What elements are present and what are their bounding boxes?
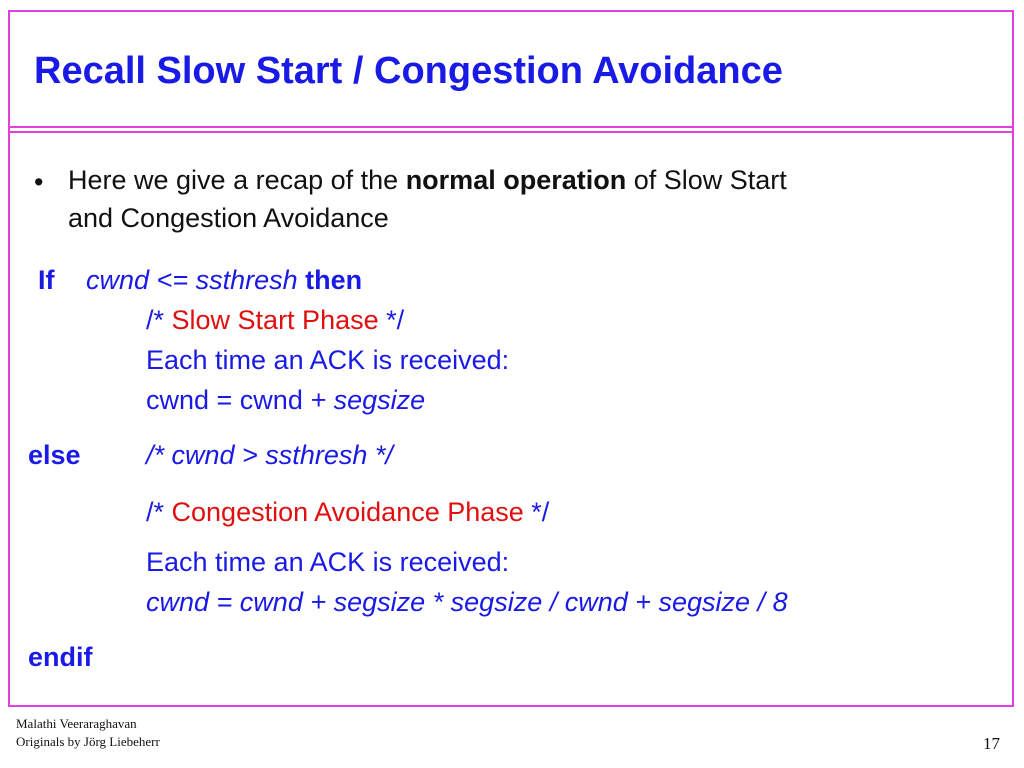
- congestion-avoidance-phase-label: Congestion Avoidance Phase: [171, 497, 524, 527]
- ss-update-italic: + segsize: [310, 385, 426, 415]
- ss-update-plain: cwnd = cwnd: [146, 385, 311, 415]
- comment-open: /*: [146, 305, 172, 335]
- bullet-line-1: [68, 164, 787, 196]
- footer-originals: Originals by Jörg Liebeherr: [16, 734, 160, 749]
- footer-author: Malathi Veeraraghavan: [16, 716, 137, 731]
- bullet-text-part2: of Slow Start: [626, 165, 787, 195]
- slide-title: Recall Slow Start / Congestion Avoidance: [34, 50, 783, 92]
- else-comment-text: /* cwnd > ssthresh */: [146, 440, 393, 470]
- slow-start-phase-label: Slow Start Phase: [171, 305, 379, 335]
- title-area: [10, 12, 1012, 128]
- ca-update: [146, 586, 788, 618]
- ca-comment-close: */: [523, 497, 550, 527]
- endif-keyword-text: endif: [28, 642, 93, 672]
- else-comment: [146, 439, 393, 471]
- bullet-marker: •: [34, 167, 44, 197]
- bullet-line-2: and Congestion Avoidance: [68, 203, 389, 233]
- slow-start-each-ack: Each time an ACK is received:: [146, 345, 510, 375]
- if-condition: cwnd <= ssthresh: [86, 265, 298, 295]
- title-divider-bottom: [10, 131, 1012, 133]
- if-keyword: If: [38, 265, 55, 295]
- slide-frame: [8, 10, 1014, 707]
- title-divider-top: [10, 126, 1012, 128]
- slow-start-update: [146, 384, 425, 416]
- comment-close: */: [378, 305, 405, 335]
- slow-start-comment: [146, 304, 404, 336]
- page-number: 17: [983, 734, 1000, 753]
- ca-each-ack: Each time an ACK is received:: [146, 547, 510, 577]
- else-keyword-text: else: [28, 440, 81, 470]
- slide-body: [10, 136, 1012, 705]
- bullet-text-part1: Here we give a recap of the: [68, 165, 406, 195]
- endif-keyword: [28, 641, 93, 673]
- else-keyword: [28, 439, 81, 471]
- ca-comment-open: /*: [146, 497, 172, 527]
- ca-update-text: cwnd = cwnd + segsize * segsize / cwnd + segsize / 8: [146, 587, 788, 617]
- if-line: [38, 264, 362, 296]
- then-keyword: then: [305, 265, 363, 295]
- bullet-text-bold: normal operation: [405, 165, 627, 195]
- congestion-avoidance-comment: [146, 496, 549, 528]
